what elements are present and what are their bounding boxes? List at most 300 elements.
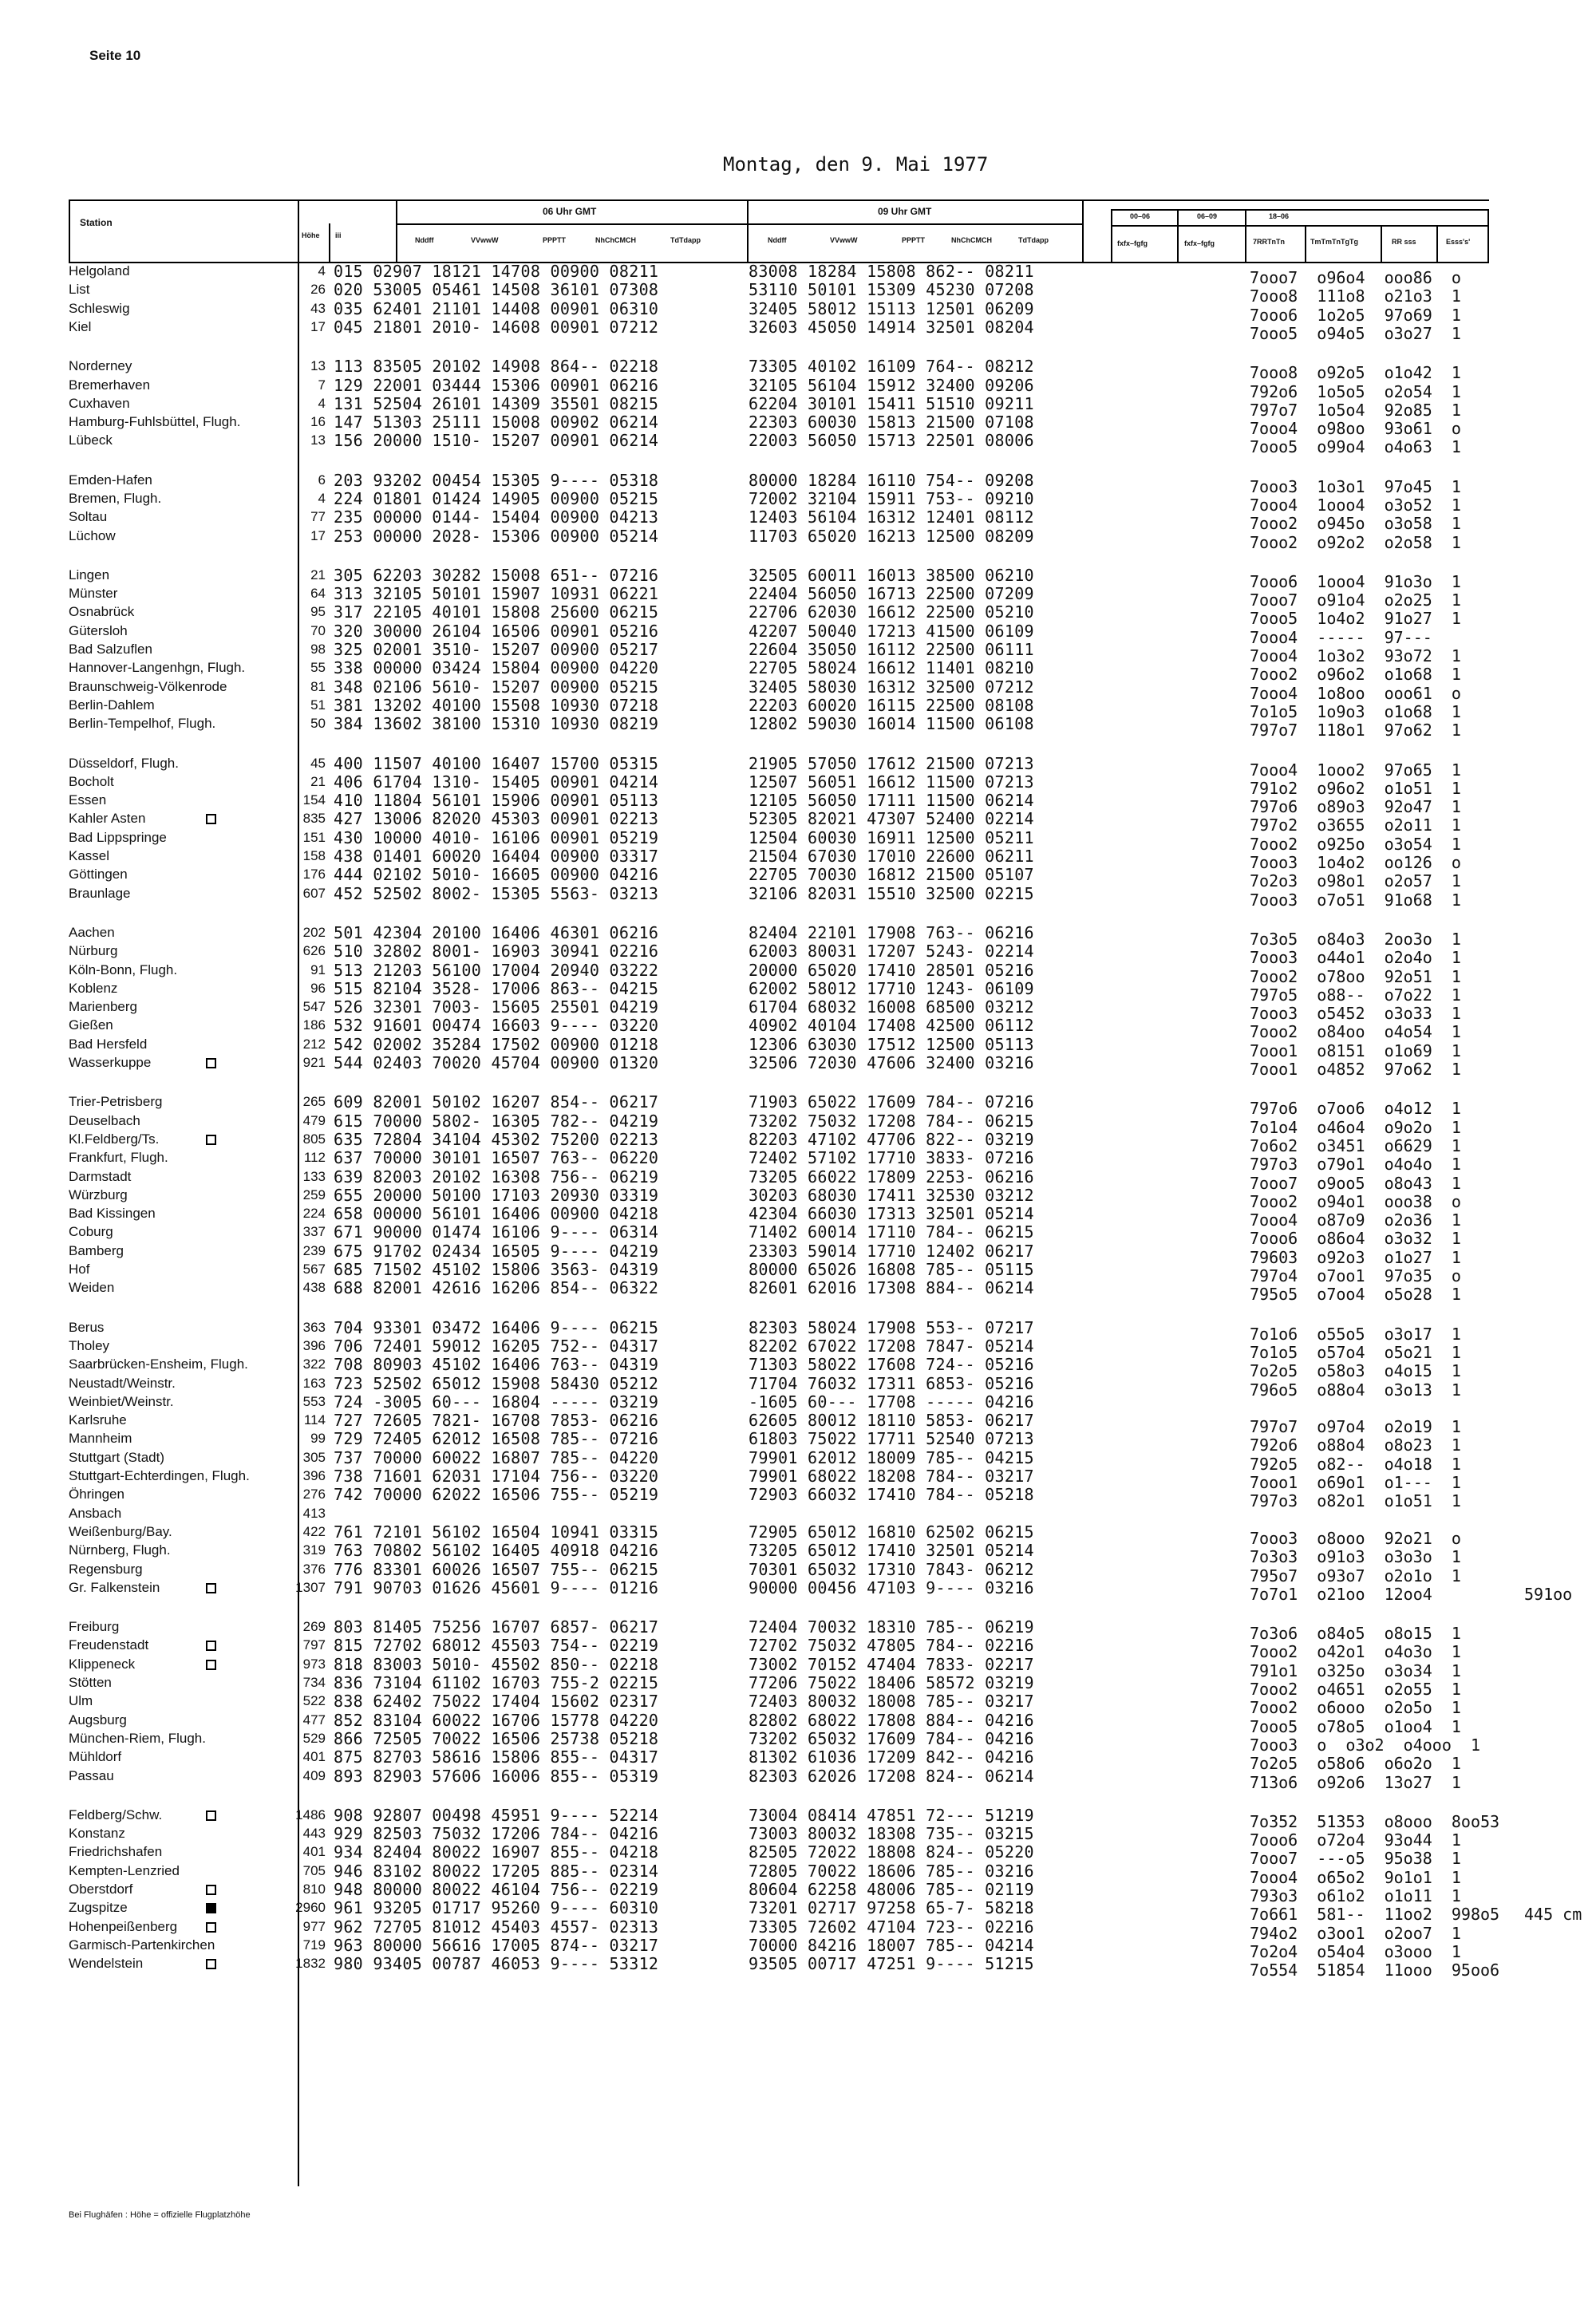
station-height: 2960: [295, 1900, 326, 1915]
synop-values: 7o352 51353 o8ooo 8oo53: [1250, 1812, 1500, 1831]
obs06-values: 763 70802 56102 16405 40918 04216: [334, 1541, 659, 1560]
obs09-values: 73305 72602 47104 723-- 02216: [749, 1917, 1034, 1937]
station-name: Frankfurt, Flugh.: [69, 1150, 168, 1165]
obs09-title: 09 Uhr GMT: [878, 206, 932, 217]
synop-values: 797o6 o7oo6 o4o12 1: [1250, 1099, 1461, 1118]
station-name: Bad Lippspringe: [69, 830, 167, 845]
obs06-values: 325 02001 3510- 15207 00900 05217: [334, 640, 659, 659]
station-height: 1307: [295, 1580, 326, 1595]
obs06-values: 452 52502 8002- 15305 5563- 03213: [334, 884, 659, 903]
obs09-values: 73305 40102 16109 764-- 08212: [749, 357, 1034, 376]
obs09-values: 71704 76032 17311 6853- 05216: [749, 1374, 1034, 1393]
obs09-values: 73205 65012 17410 32501 05214: [749, 1541, 1034, 1560]
station-name: Bad Kissingen: [69, 1206, 156, 1221]
station-name: Trier-Petrisberg: [69, 1094, 163, 1109]
station-height: 443: [302, 1826, 326, 1841]
station-height: 401: [302, 1749, 326, 1764]
station-name: Berlin-Dahlem: [69, 697, 155, 713]
synop-values: 7ooo2 o42o1 o4o3o 1: [1250, 1642, 1461, 1661]
station-height: 553: [302, 1394, 326, 1409]
station-name: Freiburg: [69, 1619, 120, 1634]
obs06-values: 908 92807 00498 45951 9---- 52214: [334, 1806, 659, 1825]
obs06-values: 658 00000 56101 16406 00900 04218: [334, 1204, 659, 1223]
obs06-col-5: TdTdapp: [670, 236, 701, 244]
obs09-values: -1605 60--- 17708 ----- 04216: [749, 1392, 1034, 1412]
obs06-values: 348 02106 5610- 15207 00900 05215: [334, 677, 659, 697]
station-height: 133: [302, 1169, 326, 1184]
station-name: Gütersloh: [69, 623, 128, 638]
station-name: Wendelstein: [69, 1956, 144, 1971]
obs09-values: 82601 62016 17308 884-- 06214: [749, 1278, 1034, 1297]
obs09-values: 70301 65032 17310 7843- 06212: [749, 1560, 1034, 1579]
obs09-values: 80000 18284 16110 754-- 09208: [749, 471, 1034, 490]
station-height: 4: [318, 263, 326, 278]
obs06-values: 224 01801 01424 14905 00900 05215: [334, 489, 659, 508]
station-height: 921: [302, 1055, 326, 1070]
synop-values: 792o5 o82-- o4o18 1: [1250, 1455, 1461, 1474]
obs06-values: 893 82903 57606 16006 855-- 05319: [334, 1767, 659, 1786]
obs06-values: 320 30000 26104 16506 00901 05216: [334, 622, 659, 641]
station-name: Braunschweig-Völkenrode: [69, 679, 227, 694]
mountain-station-marker: [206, 1885, 216, 1895]
obs09-values: 73205 66022 17809 2253- 06216: [749, 1167, 1034, 1187]
obs09-values: 23303 59014 17710 12402 06217: [749, 1242, 1034, 1261]
station-height: 70: [310, 623, 326, 638]
obs09-col-5: TdTdapp: [1018, 236, 1049, 244]
station-name: Aachen: [69, 925, 115, 940]
footnote: Bei Flughäfen : Höhe = offizielle Flugplatzhöhe: [69, 2210, 251, 2220]
station-height: 529: [302, 1731, 326, 1746]
obs09-values: 32506 72030 47606 32400 03216: [749, 1053, 1034, 1072]
station-height: 567: [302, 1262, 326, 1277]
obs06-values: 791 90703 01626 45601 9---- 01216: [334, 1578, 659, 1597]
station-name: Berlin-Tempelhof, Flugh.: [69, 716, 216, 731]
station-height: 810: [302, 1882, 326, 1897]
station-name: Hamburg-Fuhlsbüttel, Flugh.: [69, 414, 241, 429]
station-height: 13: [310, 432, 326, 448]
obs09-values: 32603 45050 14914 32501 08204: [749, 318, 1034, 337]
synop-values: 7ooo1 o4852 97o62 1: [1250, 1060, 1461, 1079]
synop-values: 795o7 o93o7 o2o1o 1: [1250, 1566, 1461, 1585]
obs09-values: 80604 62258 48006 785-- 02119: [749, 1880, 1034, 1899]
station-height: 163: [302, 1376, 326, 1391]
obs09-values: 73002 70152 47404 7833- 02217: [749, 1655, 1034, 1674]
station-height: 17: [310, 319, 326, 334]
synop-values: 7ooo3 o8ooo 92o21 o: [1250, 1529, 1461, 1548]
obs06-values: 738 71601 62031 17104 756-- 03220: [334, 1467, 659, 1486]
obs06-values: 946 83102 80022 17205 885-- 02314: [334, 1862, 659, 1881]
synop-values: 793o3 o61o2 o1o11 1: [1250, 1886, 1461, 1905]
synop-values: 7ooo2 o78oo 92o51 1: [1250, 967, 1461, 986]
station-name: Mannheim: [69, 1431, 132, 1446]
obs09-values: 72402 57102 17710 3833- 07216: [749, 1148, 1034, 1167]
obs06-values: 962 72705 81012 45403 4557- 02313: [334, 1917, 659, 1937]
obs06-values: 963 80000 56616 17005 874-- 03217: [334, 1936, 659, 1955]
obs06-values: 384 13602 38100 15310 10930 08219: [334, 714, 659, 733]
synop-values: 797o6 o89o3 92o47 1: [1250, 797, 1461, 816]
obs09-values: 32505 60011 16013 38500 06210: [749, 566, 1034, 585]
station-name: Kassel: [69, 848, 110, 863]
station-height: 1486: [295, 1807, 326, 1822]
obs06-values: 615 70000 5802- 16305 782-- 04219: [334, 1112, 659, 1131]
obs09-values: 93505 00717 47251 9---- 51215: [749, 1954, 1034, 1973]
station-name: Bremerhaven: [69, 377, 151, 393]
obs06-values: 742 70000 62022 16506 755-- 05219: [334, 1485, 659, 1504]
station-name: Cuxhaven: [69, 396, 130, 411]
station-height: 91: [310, 962, 326, 977]
station-height: 376: [302, 1562, 326, 1577]
obs09-values: 32106 82031 15510 32500 02215: [749, 884, 1034, 903]
obs09-values: 71903 65022 17609 784-- 07216: [749, 1092, 1034, 1112]
iii-header: iii: [335, 231, 342, 239]
station-height: 259: [302, 1187, 326, 1202]
obs06-values: 704 93301 03472 16406 9---- 06215: [334, 1318, 659, 1337]
station-height: 6: [318, 472, 326, 488]
extra-values: 591oo: [1524, 1585, 1573, 1604]
synop-values: 797o7 o97o4 o2o19 1: [1250, 1417, 1461, 1436]
obs06-values: 929 82503 75032 17206 784-- 04216: [334, 1824, 659, 1843]
station-name: Zugspitze: [69, 1900, 128, 1915]
station-name: Neustadt/Weinstr.: [69, 1376, 176, 1391]
obs09-values: 32105 56104 15912 32400 09206: [749, 376, 1034, 395]
obs06-values: 381 13202 40100 15508 10930 07218: [334, 696, 659, 715]
obs09-values: 90000 00456 47103 9---- 03216: [749, 1578, 1034, 1597]
obs09-values: 12802 59030 16014 11500 06108: [749, 714, 1034, 733]
station-name: Regensburg: [69, 1562, 143, 1577]
station-height: 805: [302, 1131, 326, 1147]
station-height: 547: [302, 999, 326, 1014]
obs06-values: 129 22001 03444 15306 00901 06216: [334, 376, 659, 395]
obs09-values: 82303 62026 17208 824-- 06214: [749, 1767, 1034, 1786]
station-height: 1832: [295, 1956, 326, 1971]
synop-values: 7ooo4 o87o9 o2o36 1: [1250, 1210, 1461, 1230]
synop-values: 7o3o5 o84o3 2oo3o 1: [1250, 930, 1461, 949]
station-name: Stötten: [69, 1675, 112, 1690]
station-name: Darmstadt: [69, 1169, 132, 1184]
obs09-values: 73202 75032 17208 784-- 06215: [749, 1112, 1034, 1131]
synop-values: 795o5 o7oo4 o5o28 1: [1250, 1285, 1461, 1304]
synop-values: 7ooo4 1o8oo ooo61 o: [1250, 684, 1461, 703]
synop-values: 7ooo2 o945o o3o58 1: [1250, 514, 1461, 533]
obs09-values: 22003 56050 15713 22501 08006: [749, 431, 1034, 450]
station-name: Braunlage: [69, 886, 131, 901]
station-name: Norderney: [69, 358, 132, 373]
station-height: 21: [310, 567, 326, 582]
station-height: 363: [302, 1320, 326, 1335]
obs09-values: 42304 66030 17313 32501 05214: [749, 1204, 1034, 1223]
obs09-values: 72404 70032 18310 785-- 06219: [749, 1617, 1034, 1637]
obs09-values: 22705 58024 16612 11401 08210: [749, 658, 1034, 677]
obs09-values: 32405 58012 15113 12501 06209: [749, 299, 1034, 318]
synop-values: 7o7o1 o21oo 12oo4: [1250, 1585, 1432, 1604]
station-name: Augsburg: [69, 1712, 127, 1728]
synop-values: 7o661 581-- 11oo2 998o5: [1250, 1905, 1500, 1924]
synop-values: 7ooo7 ---o5 95o38 1: [1250, 1849, 1461, 1868]
station-height: 305: [302, 1450, 326, 1465]
station-name: Weiden: [69, 1280, 115, 1295]
obs09-values: 73004 08414 47851 72--- 51219: [749, 1806, 1034, 1825]
obs09-values: 21504 67030 17010 22600 06211: [749, 847, 1034, 866]
obs06-values: 406 61704 1310- 15405 00901 04214: [334, 772, 659, 792]
obs06-values: 727 72605 7821- 16708 7853- 06216: [334, 1411, 659, 1430]
obs09-col-4: NhChCMCH: [951, 236, 992, 244]
p3-col-4: Esss's': [1446, 238, 1471, 246]
station-height: 705: [302, 1863, 326, 1878]
obs06-values: 113 83505 20102 14908 864-- 02218: [334, 357, 659, 376]
extra-values: 445 cm: [1524, 1905, 1582, 1924]
station-name: Helgoland: [69, 263, 130, 278]
obs09-values: 22203 60020 16115 22500 08108: [749, 696, 1034, 715]
station-height: 479: [302, 1113, 326, 1128]
mountain-station-marker: [206, 1903, 216, 1913]
station-name: Saarbrücken-Ensheim, Flugh.: [69, 1356, 248, 1372]
station-height: 98: [310, 642, 326, 657]
synop-values: 7ooo5 o99o4 o4o63 1: [1250, 437, 1461, 456]
obs06-values: 235 00000 0144- 15404 00900 04213: [334, 507, 659, 527]
station-height: 16: [310, 414, 326, 429]
synop-values: 7ooo2 o96o2 o1o68 1: [1250, 665, 1461, 684]
station-height: 176: [302, 867, 326, 882]
synop-values: 7ooo4 1ooo2 97o65 1: [1250, 760, 1461, 780]
station-height: 202: [302, 925, 326, 940]
obs09-values: 12105 56050 17111 11500 06214: [749, 791, 1034, 810]
station-height: 4: [318, 396, 326, 411]
obs06-col-1: Nddff: [415, 236, 434, 244]
mountain-station-marker: [206, 1922, 216, 1933]
station-name: Freudenstadt: [69, 1637, 149, 1653]
obs06-values: 045 21801 2010- 14608 00901 07212: [334, 318, 659, 337]
station-name: Coburg: [69, 1224, 113, 1239]
p1-sub: fxfx–fgfg: [1117, 239, 1148, 247]
station-name: List: [69, 282, 90, 297]
synop-values: 7ooo6 1o2o5 97o69 1: [1250, 306, 1461, 325]
obs06-values: 761 72101 56102 16504 10941 03315: [334, 1522, 659, 1542]
station-name: Lübeck: [69, 432, 113, 448]
station-name: Tholey: [69, 1338, 110, 1353]
obs06-values: 253 00000 2028- 15306 00900 05214: [334, 527, 659, 546]
synop-values: 7ooo5 o78o5 o1oo4 1: [1250, 1717, 1461, 1736]
synop-values: 713o6 o92o6 13o27 1: [1250, 1773, 1461, 1792]
obs06-values: 020 53005 05461 14508 36101 07308: [334, 280, 659, 299]
obs06-values: 875 82703 58616 15806 855-- 04317: [334, 1747, 659, 1767]
obs09-values: 22705 70030 16812 21500 05107: [749, 865, 1034, 884]
station-height: 7: [318, 377, 326, 393]
station-height: 158: [302, 848, 326, 863]
station-name: Stuttgart-Echterdingen, Flugh.: [69, 1468, 250, 1483]
station-height: 477: [302, 1712, 326, 1728]
obs06-values: 688 82001 42616 16206 854-- 06322: [334, 1278, 659, 1297]
obs09-values: 61803 75022 17711 52540 07213: [749, 1429, 1034, 1448]
station-name: Hohenpeißenberg: [69, 1919, 178, 1934]
station-name: Koblenz: [69, 981, 118, 996]
synop-values: 797o7 118o1 97o62 1: [1250, 721, 1461, 740]
obs06-values: 948 80000 80022 46104 756-- 02219: [334, 1880, 659, 1899]
station-name: Klippeneck: [69, 1656, 136, 1672]
obs06-values: 501 42304 20100 16406 46301 06216: [334, 923, 659, 942]
station-height: 835: [302, 811, 326, 826]
obs09-values: 79901 68022 18208 784-- 03217: [749, 1467, 1034, 1486]
station-height: 64: [310, 586, 326, 601]
obs06-values: 317 22105 40101 15808 25600 06215: [334, 602, 659, 622]
obs06-values: 838 62402 75022 17404 15602 02317: [334, 1692, 659, 1711]
obs06-values: 639 82003 20102 16308 756-- 06219: [334, 1167, 659, 1187]
station-name: Berus: [69, 1320, 105, 1335]
synop-values: 7ooo4 o65o2 9o1o1 1: [1250, 1868, 1461, 1887]
obs09-values: 73202 65032 17609 784-- 04216: [749, 1729, 1034, 1748]
station-name: Mühldorf: [69, 1749, 122, 1764]
synop-values: 7o2o4 o54o4 o3ooo 1: [1250, 1942, 1461, 1961]
station-height: 55: [310, 660, 326, 675]
station-name: Gr. Falkenstein: [69, 1580, 160, 1595]
station-height: 224: [302, 1206, 326, 1221]
mountain-station-marker: [206, 1810, 216, 1821]
obs09-values: 53110 50101 15309 45230 07208: [749, 280, 1034, 299]
obs09-values: 71402 60014 17110 784-- 06215: [749, 1222, 1034, 1242]
station-height: 401: [302, 1844, 326, 1859]
obs09-values: 12504 60030 16911 12500 05211: [749, 828, 1034, 847]
obs06-values: 852 83104 60022 16706 15778 04220: [334, 1711, 659, 1730]
synop-values: 7o2o5 o58o6 o6o2o 1: [1250, 1754, 1461, 1773]
obs06-values: 723 52502 65012 15908 58430 05212: [334, 1374, 659, 1393]
obs09-values: 62003 80031 17207 5243- 02214: [749, 942, 1034, 961]
synop-values: 7ooo4 1ooo4 o3o52 1: [1250, 496, 1461, 515]
synop-values: 7ooo6 o72o4 93o44 1: [1250, 1830, 1461, 1850]
synop-values: 7o1o4 o46o4 o9o2o 1: [1250, 1118, 1461, 1137]
synop-values: 7ooo3 o o3o2 o4ooo 1: [1250, 1735, 1480, 1755]
station-height: 77: [310, 509, 326, 524]
station-name: Nürnberg, Flugh.: [69, 1542, 171, 1558]
station-name: Hannover-Langenhgn, Flugh.: [69, 660, 246, 675]
station-name: Bremen, Flugh.: [69, 491, 162, 506]
mountain-station-marker: [206, 814, 216, 824]
station-name: Kahler Asten: [69, 811, 146, 826]
station-height: 409: [302, 1768, 326, 1783]
station-name: Oberstdorf: [69, 1882, 133, 1897]
synop-values: 7ooo4 ----- 97---: [1250, 628, 1432, 647]
obs06-values: 961 93205 01717 95260 9---- 60310: [334, 1898, 659, 1917]
obs09-values: 22604 35050 16112 22500 06111: [749, 640, 1034, 659]
obs09-values: 11703 65020 16213 12500 08209: [749, 527, 1034, 546]
synop-values: 791o2 o96o2 o1o51 1: [1250, 779, 1461, 798]
obs06-values: 637 70000 30101 16507 763-- 06220: [334, 1148, 659, 1167]
station-height: 265: [302, 1094, 326, 1109]
station-height: 81: [310, 679, 326, 694]
obs09-values: 72702 75032 47805 784-- 02216: [749, 1636, 1034, 1655]
station-height: 422: [302, 1524, 326, 1539]
station-name: Osnabrück: [69, 604, 135, 619]
station-name: Münster: [69, 586, 118, 601]
obs09-values: 12507 56051 16612 11500 07213: [749, 772, 1034, 792]
station-height: 114: [303, 1412, 326, 1427]
synop-values: 7ooo1 o69o1 o1--- 1: [1250, 1473, 1461, 1492]
synop-values: 797o7 1o5o4 92o85 1: [1250, 401, 1461, 420]
obs06-values: 430 10000 4010- 16106 00901 05219: [334, 828, 659, 847]
obs09-values: 62605 80012 18110 5853- 06217: [749, 1411, 1034, 1430]
p1-title: 00–06: [1130, 212, 1151, 220]
station-name: Würzburg: [69, 1187, 128, 1202]
station-name: Garmisch-Partenkirchen: [69, 1937, 215, 1953]
obs06-values: 305 62203 30282 15008 651-- 07216: [334, 566, 659, 585]
obs09-values: 82802 68022 17808 884-- 04216: [749, 1711, 1034, 1730]
obs06-values: 609 82001 50102 16207 854-- 06217: [334, 1092, 659, 1112]
synop-values: 7ooo6 1ooo4 91o3o 1: [1250, 572, 1461, 591]
obs06-values: 635 72804 34104 45302 75200 02213: [334, 1130, 659, 1149]
synop-values: 7ooo4 1o3o2 93o72 1: [1250, 646, 1461, 665]
station-height: 269: [302, 1619, 326, 1634]
station-height: 95: [310, 604, 326, 619]
obs06-values: 776 83301 60026 16507 755-- 06215: [334, 1560, 659, 1579]
obs09-values: 82404 22101 17908 763-- 06216: [749, 923, 1034, 942]
station-name: Düsseldorf, Flugh.: [69, 756, 179, 771]
station-name: Friedrichshafen: [69, 1844, 163, 1859]
obs09-values: 82203 47102 47706 822-- 03219: [749, 1130, 1034, 1149]
station-name: München-Riem, Flugh.: [69, 1731, 206, 1746]
synop-values: 792o6 1o5o5 o2o54 1: [1250, 382, 1461, 401]
synop-values: 7ooo7 o91o4 o2o25 1: [1250, 590, 1461, 610]
station-height: 99: [310, 1431, 326, 1446]
obs09-values: 72805 70022 18606 785-- 03216: [749, 1862, 1034, 1881]
obs09-values: 82202 67022 17208 7847- 05214: [749, 1337, 1034, 1356]
station-height: 413: [302, 1506, 326, 1521]
obs06-values: 737 70000 60022 16807 785-- 04220: [334, 1448, 659, 1467]
station-height: 396: [302, 1468, 326, 1483]
obs06-values: 803 81405 75256 16707 6857- 06217: [334, 1617, 659, 1637]
obs06-values: 836 73104 61102 16703 755-2 02215: [334, 1673, 659, 1692]
obs09-values: 61704 68032 16008 68500 03212: [749, 997, 1034, 1017]
station-name: Köln-Bonn, Flugh.: [69, 962, 178, 977]
obs09-values: 62204 30101 15411 51510 09211: [749, 394, 1034, 413]
synop-values: 794o2 o3oo1 o2oo7 1: [1250, 1924, 1461, 1943]
synop-values: 7ooo2 o4651 o2o55 1: [1250, 1680, 1461, 1699]
obs06-values: 427 13006 82020 45303 00901 02213: [334, 809, 659, 828]
obs06-title: 06 Uhr GMT: [543, 206, 597, 217]
station-name: Marienberg: [69, 999, 137, 1014]
synop-values: 7ooo1 o8151 o1o69 1: [1250, 1041, 1461, 1060]
obs09-values: 30203 68030 17411 32530 03212: [749, 1186, 1034, 1205]
station-height: 973: [302, 1656, 326, 1672]
obs06-values: 980 93405 00787 46053 9---- 53312: [334, 1954, 659, 1973]
station-height: 396: [302, 1338, 326, 1353]
synop-values: 7o1o5 o57o4 o5o21 1: [1250, 1343, 1461, 1362]
station-name: Bocholt: [69, 774, 114, 789]
station-name: Nürburg: [69, 943, 118, 958]
obs06-values: 544 02403 70020 45704 00900 01320: [334, 1053, 659, 1072]
synop-values: 7o3o6 o84o5 o8o15 1: [1250, 1624, 1461, 1643]
station-name: Essen: [69, 792, 107, 807]
obs09-values: 72903 66032 17410 784-- 05218: [749, 1485, 1034, 1504]
station-height: 276: [302, 1487, 326, 1502]
synop-values: 7ooo5 o94o5 o3o27 1: [1250, 324, 1461, 343]
synop-values: 797o2 o3655 o2o11 1: [1250, 815, 1461, 835]
station-name: Öhringen: [69, 1487, 124, 1502]
obs06-values: 438 01401 60020 16404 00900 03317: [334, 847, 659, 866]
obs09-values: 82303 58024 17908 553-- 07217: [749, 1318, 1034, 1337]
obs09-values: 21905 57050 17612 21500 07213: [749, 754, 1034, 773]
station-name: Schleswig: [69, 301, 130, 316]
station-height: 96: [310, 981, 326, 996]
obs06-values: 708 80903 45102 16406 763-- 04319: [334, 1355, 659, 1374]
synop-values: 797o3 o79o1 o4o4o 1: [1250, 1155, 1461, 1174]
station-height: 319: [302, 1542, 326, 1558]
synop-values: 7ooo2 o6ooo o2o5o 1: [1250, 1698, 1461, 1717]
obs09-values: 80000 65026 16808 785-- 05115: [749, 1260, 1034, 1279]
obs06-values: 724 -3005 60--- 16804 ----- 03219: [334, 1392, 659, 1412]
station-height: 4: [318, 491, 326, 506]
station-name: Lingen: [69, 567, 110, 582]
station-height: 51: [310, 697, 326, 713]
station-height: 112: [303, 1150, 326, 1165]
page-label: Seite 10: [89, 48, 141, 63]
